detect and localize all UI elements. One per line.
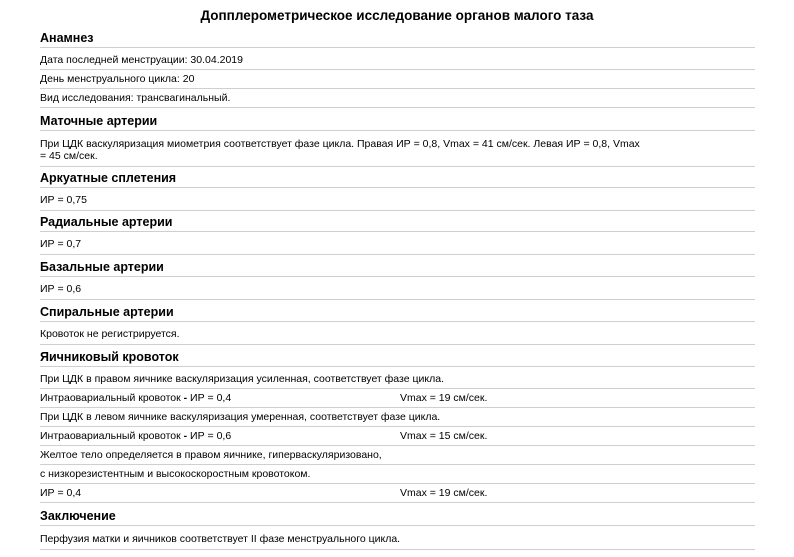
basal-ir: ИР = 0,6 bbox=[40, 281, 755, 300]
conclusion-text: Перфузия матки и яичников соответствует II фазе менструального цикла. bbox=[40, 531, 755, 550]
section-conclusion-heading: Заключение bbox=[40, 508, 755, 526]
report-title: Допплерометрическое исследование органов малого таза bbox=[200, 8, 594, 23]
arcuate-ir: ИР = 0,75 bbox=[40, 192, 755, 211]
section-ovarian-heading: Яичниковый кровоток bbox=[40, 349, 755, 367]
right-flow-label: Интраовариальный кровоток bbox=[40, 392, 184, 404]
corpus-luteum-ir: ИР = 0,4 bbox=[40, 487, 82, 499]
uterine-text-line2: = 45 см/сек. bbox=[40, 150, 98, 162]
right-flow-ir: ИР = 0,4 bbox=[187, 392, 232, 404]
uterine-arteries-text bbox=[40, 136, 755, 167]
corpus-luteum-vmax: Vmax = 19 см/сек. bbox=[400, 487, 488, 499]
exam-type: Вид исследования: трансвагинальный. bbox=[40, 90, 755, 108]
radial-ir: ИР = 0,7 bbox=[40, 236, 755, 255]
left-flow-dash: - bbox=[183, 430, 188, 442]
right-ovary-desc: При ЦДК в правом яичнике васкуляризация усиленная, соответствует фазе цикла. bbox=[40, 371, 755, 389]
section-spiral-heading: Спиральные артерии bbox=[40, 304, 755, 322]
section-anamnesis-heading: Анамнез bbox=[40, 30, 755, 48]
section-radial-heading: Радиальные артерии bbox=[40, 214, 755, 232]
uterine-text-line1: При ЦДК васкуляризация миометрия соответствует фазе цикла. Правая ИР = 0,8, Vmax = 41 см/сек. Левая ИР = 0,8, Vmax bbox=[40, 138, 640, 150]
section-basal-heading: Базальные артерии bbox=[40, 259, 755, 277]
left-flow-vmax: Vmax = 15 см/сек. bbox=[400, 430, 488, 442]
cycle-day: День менструального цикла: 20 bbox=[40, 71, 755, 89]
left-flow-label: Интраовариальный кровоток bbox=[40, 430, 184, 442]
right-ovary-flow-row bbox=[40, 390, 755, 408]
last-menstruation-date: Дата последней менструации: 30.04.2019 bbox=[40, 52, 755, 70]
right-flow-dash: - bbox=[183, 392, 188, 404]
spiral-text: Кровоток не регистрируется. bbox=[40, 326, 755, 345]
left-ovary-desc: При ЦДК в левом яичнике васкуляризация умеренная, соответствует фазе цикла. bbox=[40, 409, 755, 427]
corpus-luteum-flow-row bbox=[40, 485, 755, 503]
section-arcuate-heading: Аркуатные сплетения bbox=[40, 170, 755, 188]
left-flow-ir: ИР = 0,6 bbox=[187, 430, 232, 442]
corpus-luteum-line2: с низкорезистентным и высокоскоростным кровотоком. bbox=[40, 466, 755, 484]
left-ovary-flow-row bbox=[40, 428, 755, 446]
section-uterine-heading: Маточные артерии bbox=[40, 113, 755, 131]
right-flow-vmax: Vmax = 19 см/сек. bbox=[400, 392, 488, 404]
corpus-luteum-line1: Желтое тело определяется в правом яичнике, гиперваскуляризовано, bbox=[40, 447, 755, 465]
